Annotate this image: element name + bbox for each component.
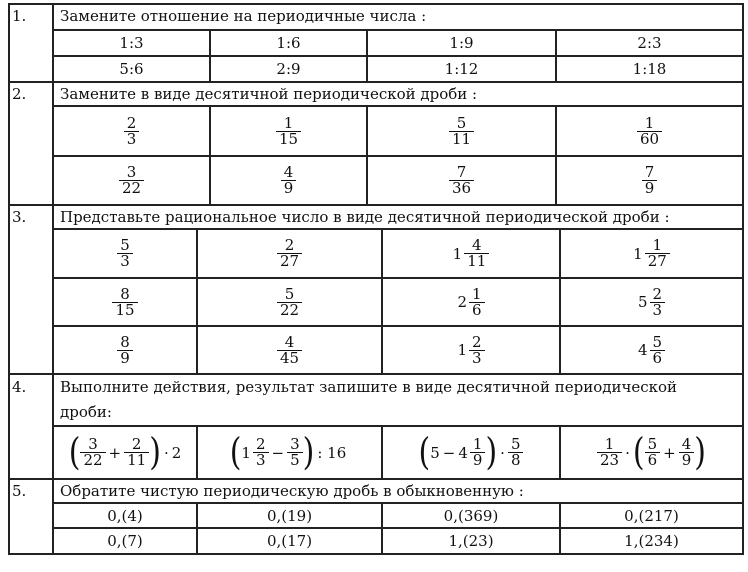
periodic-decimal-cell: 0,(17) — [266, 532, 313, 550]
operator: : 16 — [317, 443, 347, 462]
numerator: 1 — [644, 113, 655, 132]
denominator: 11 — [449, 131, 474, 147]
denominator: 6 — [469, 302, 485, 318]
section-number: 3. — [12, 208, 27, 226]
operator: · — [500, 443, 505, 462]
section-number: 2. — [12, 85, 27, 103]
fraction-cell — [368, 157, 555, 204]
denominator: 22 — [80, 452, 105, 468]
periodic-decimal-cell: 0,(369) — [443, 506, 499, 525]
mixed-number-cell — [561, 327, 742, 373]
denominator: 6 — [645, 452, 661, 468]
numerator: 1 — [604, 435, 615, 453]
mixed-number-cell — [561, 279, 742, 325]
close-paren: ) — [302, 430, 315, 474]
denominator: 11 — [124, 452, 149, 468]
periodic-decimal-cell: 1,(23) — [448, 532, 494, 550]
open-paren: ( — [229, 430, 242, 474]
fraction-cell — [198, 327, 381, 373]
numerator: 8 — [120, 332, 130, 351]
section-title: Представьте рациональное число в виде десятичной периодической дроби : — [60, 208, 670, 226]
ratio-cell: 1:6 — [276, 34, 301, 52]
periodic-decimal-cell: 0,(4) — [107, 506, 143, 525]
expression-cell — [383, 427, 559, 478]
section-number: 5. — [12, 482, 27, 500]
periodic-decimal-cell: 0,(7) — [107, 532, 143, 550]
fraction-cell — [211, 157, 366, 204]
whole-part: 4 — [458, 443, 468, 462]
fraction-cell — [54, 107, 209, 155]
ratio-cell: 1:12 — [444, 60, 479, 78]
section-number: 1. — [12, 7, 27, 25]
section-title: Выполните действия, результат запишите в виде десятичной периодической — [60, 378, 678, 396]
numerator: 1 — [472, 435, 483, 453]
whole-part: 5 — [637, 293, 648, 311]
fraction-cell — [198, 279, 381, 325]
section-title: Замените отношение на периодичные числа : — [60, 7, 427, 25]
numerator: 4 — [284, 332, 295, 351]
numerator: 4 — [681, 435, 692, 453]
denominator: 9 — [470, 452, 486, 468]
fraction-cell — [54, 279, 196, 325]
denominator: 9 — [281, 180, 297, 196]
fraction-cell — [368, 107, 555, 155]
fraction-cell — [54, 327, 196, 373]
section-number: 4. — [12, 378, 27, 396]
open-paren: ( — [418, 430, 431, 474]
numerator: 3 — [88, 435, 98, 453]
expression-cell — [561, 427, 742, 478]
numerator: 5 — [120, 236, 130, 254]
ratio-cell: 1:3 — [119, 34, 144, 52]
denominator: 22 — [277, 302, 302, 318]
ratio-cell: 2:9 — [276, 60, 301, 78]
denominator: 60 — [637, 131, 662, 147]
denominator: 9 — [679, 452, 695, 468]
close-paren: ) — [149, 430, 161, 474]
whole-part: 1 — [457, 341, 467, 359]
numerator: 5 — [456, 113, 467, 132]
numerator: 5 — [647, 435, 658, 453]
close-paren: ) — [694, 430, 706, 474]
numerator: 5 — [284, 284, 295, 303]
numerator: 3 — [290, 435, 300, 453]
whole-part: 4 — [637, 341, 648, 359]
denominator: 3 — [650, 302, 666, 318]
numerator: 1 — [472, 284, 482, 303]
periodic-decimal-cell: 0,(217) — [624, 506, 679, 525]
minuend: 5 — [430, 443, 440, 462]
operator: + — [108, 443, 122, 462]
operator: · — [625, 443, 630, 462]
whole-part: 1 — [452, 244, 463, 263]
denominator: 3 — [469, 350, 485, 366]
denominator: 22 — [119, 180, 144, 196]
whole-part: 1 — [241, 443, 251, 462]
denominator: 8 — [508, 452, 524, 468]
numerator: 8 — [120, 284, 130, 303]
open-paren: ( — [68, 430, 81, 474]
denominator: 27 — [645, 253, 670, 269]
denominator: 23 — [597, 452, 622, 468]
close-paren: ) — [485, 430, 498, 474]
periodic-decimal-cell: 0,(19) — [266, 506, 313, 525]
periodic-decimal-cell: 1,(234) — [624, 532, 679, 550]
numerator: 1 — [283, 113, 294, 132]
mixed-number-cell — [383, 279, 559, 325]
denominator: 3 — [253, 452, 269, 468]
numerator: 2 — [284, 236, 295, 254]
whole-part: 1 — [633, 244, 643, 263]
multiplier: 2 — [171, 443, 182, 462]
numerator: 1 — [652, 236, 663, 254]
ratio-cell: 5:6 — [119, 60, 144, 78]
operator: · — [163, 443, 169, 462]
denominator: 9 — [117, 350, 133, 366]
numerator: 4 — [283, 163, 294, 181]
expression-cell — [54, 427, 196, 478]
numerator: 2 — [255, 435, 266, 453]
operator: − — [271, 443, 285, 462]
numerator: 2 — [472, 332, 482, 351]
mixed-number-cell — [383, 327, 559, 373]
numerator: 2 — [131, 435, 142, 453]
denominator: 15 — [112, 302, 137, 318]
ratio-cell: 1:18 — [632, 60, 667, 78]
denominator: 36 — [449, 180, 474, 196]
section-title: Обратите чистую периодическую дробь в обыкновенную : — [60, 482, 524, 500]
numerator: 2 — [652, 284, 663, 303]
numerator: 3 — [126, 163, 137, 181]
numerator: 4 — [471, 236, 482, 254]
fraction-cell — [54, 230, 196, 277]
fraction-cell — [198, 230, 381, 277]
denominator: 9 — [642, 180, 658, 196]
denominator: 27 — [277, 253, 302, 269]
denominator: 3 — [124, 131, 140, 147]
ratio-cell: 2:3 — [637, 34, 662, 52]
fraction-cell — [211, 107, 366, 155]
mixed-number-cell — [561, 230, 742, 277]
denominator: 5 — [287, 452, 303, 468]
numerator: 5 — [510, 435, 521, 453]
fraction-cell — [557, 157, 742, 204]
numerator: 2 — [126, 113, 137, 132]
operator: − — [442, 443, 456, 462]
denominator: 11 — [464, 253, 489, 269]
fraction-cell — [557, 107, 742, 155]
denominator: 45 — [277, 350, 302, 366]
operator: + — [663, 443, 676, 462]
expression-cell — [198, 427, 381, 478]
section-title-continued: дроби: — [60, 403, 112, 421]
denominator: 15 — [276, 131, 301, 147]
numerator: 5 — [652, 332, 663, 351]
ratio-cell: 1:9 — [449, 34, 474, 52]
numerator: 7 — [644, 163, 655, 181]
open-paren: ( — [632, 430, 645, 474]
denominator: 3 — [117, 253, 133, 269]
fraction-cell — [54, 157, 209, 204]
section-title: Замените в виде десятичной периодической дроби : — [60, 85, 478, 103]
whole-part: 2 — [457, 293, 467, 311]
mixed-number-cell — [383, 230, 559, 277]
denominator: 6 — [650, 350, 666, 366]
numerator: 7 — [456, 163, 467, 181]
